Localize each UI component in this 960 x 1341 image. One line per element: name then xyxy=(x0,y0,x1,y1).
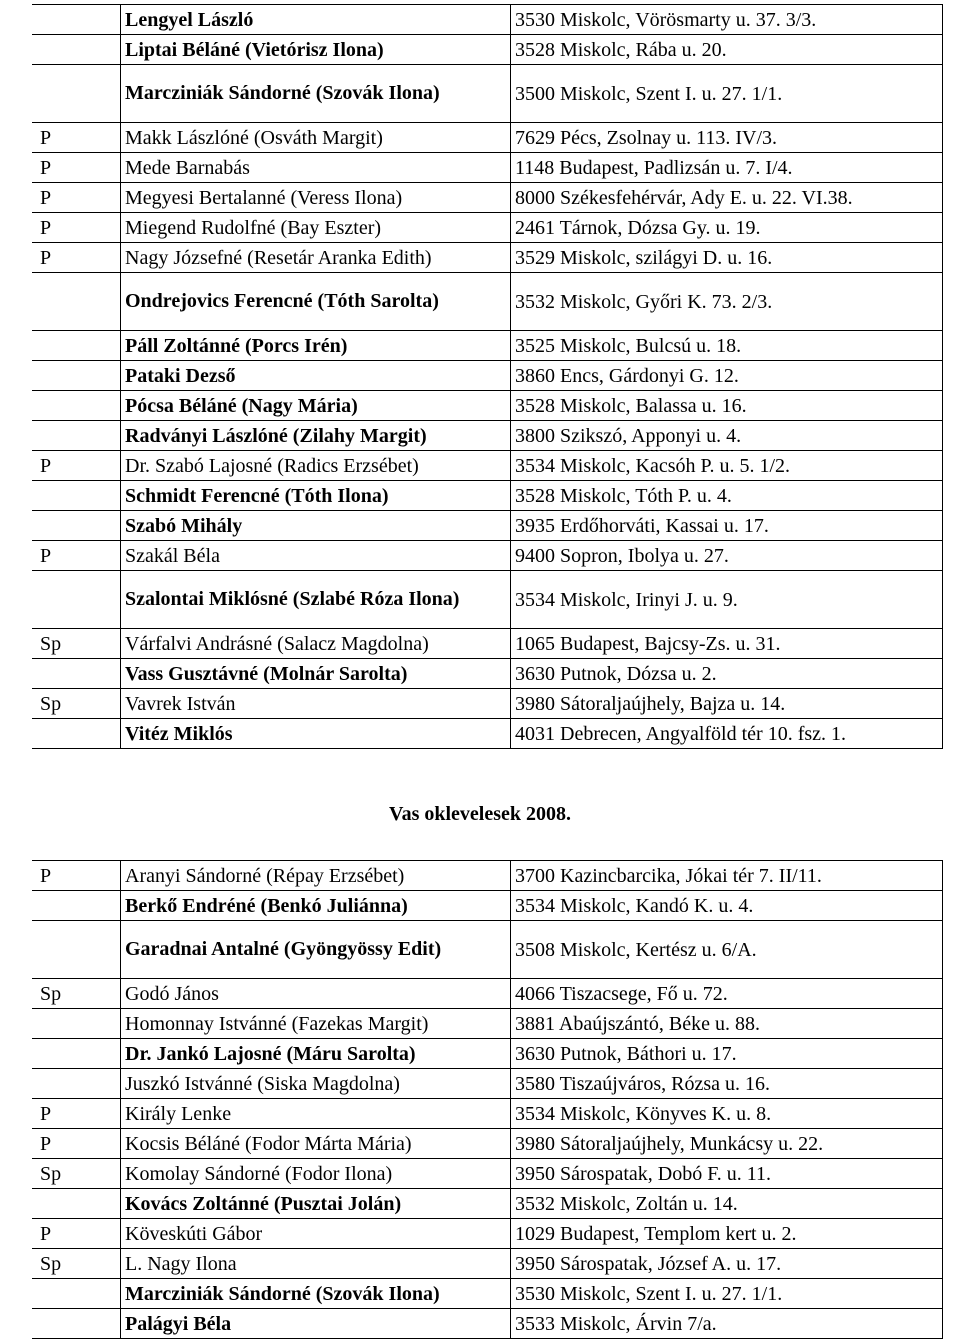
person-address: 3980 Sátoraljaújhely, Bajza u. 14. xyxy=(511,689,943,719)
person-name: Páll Zoltánné (Porcs Irén) xyxy=(121,331,511,361)
status-tag xyxy=(32,511,121,541)
person-name: Palágyi Béla xyxy=(121,1309,511,1339)
status-tag: Sp xyxy=(32,1159,121,1189)
person-name: Szabó Mihály xyxy=(121,511,511,541)
table-row xyxy=(32,629,943,659)
status-tag xyxy=(32,1009,121,1039)
status-tag: P xyxy=(32,1099,121,1129)
table-row xyxy=(32,123,943,153)
status-tag: Sp xyxy=(32,979,121,1009)
table-row xyxy=(32,153,943,183)
person-name: Szalontai Miklósné (Szlabé Róza Ilona) xyxy=(121,571,511,629)
table-row xyxy=(32,35,943,65)
person-address: 3532 Miskolc, Győri K. 73. 2/3. xyxy=(511,273,943,331)
person-address: 1029 Budapest, Templom kert u. 2. xyxy=(511,1219,943,1249)
person-address: 3530 Miskolc, Vörösmarty u. 37. 3/3. xyxy=(511,5,943,35)
table-row xyxy=(32,719,943,749)
status-tag: P xyxy=(32,213,121,243)
table-row xyxy=(32,1129,943,1159)
status-tag: Sp xyxy=(32,689,121,719)
person-name: Király Lenke xyxy=(121,1099,511,1129)
person-address: 3700 Kazincbarcika, Jókai tér 7. II/11. xyxy=(511,861,943,891)
table-row xyxy=(32,1189,943,1219)
table-row xyxy=(32,1219,943,1249)
person-name: L. Nagy Ilona xyxy=(121,1249,511,1279)
person-address: 1065 Budapest, Bajcsy-Zs. u. 31. xyxy=(511,629,943,659)
person-address: 3580 Tiszaújváros, Rózsa u. 16. xyxy=(511,1069,943,1099)
person-name: Vitéz Miklós xyxy=(121,719,511,749)
table-row xyxy=(32,183,943,213)
table-row xyxy=(32,421,943,451)
table-row xyxy=(32,921,943,979)
person-name: Kovács Zoltánné (Pusztai Jolán) xyxy=(121,1189,511,1219)
person-address: 3533 Miskolc, Árvin 7/a. xyxy=(511,1309,943,1339)
person-address: 3534 Miskolc, Kandó K. u. 4. xyxy=(511,891,943,921)
person-name: Köveskúti Gábor xyxy=(121,1219,511,1249)
person-name: Szakál Béla xyxy=(121,541,511,571)
table-row xyxy=(32,1039,943,1069)
person-address: 3534 Miskolc, Kacsóh P. u. 5. 1/2. xyxy=(511,451,943,481)
status-tag xyxy=(32,1069,121,1099)
status-tag: P xyxy=(32,183,121,213)
table-row xyxy=(32,1279,943,1309)
person-address: 3534 Miskolc, Irinyi J. u. 9. xyxy=(511,571,943,629)
table-row xyxy=(32,65,943,123)
table-row xyxy=(32,391,943,421)
status-tag: P xyxy=(32,451,121,481)
person-address: 3630 Putnok, Dózsa u. 2. xyxy=(511,659,943,689)
person-address: 3534 Miskolc, Könyves K. u. 8. xyxy=(511,1099,943,1129)
status-tag: P xyxy=(32,1219,121,1249)
status-tag: P xyxy=(32,153,121,183)
table-body xyxy=(32,5,943,749)
table-row xyxy=(32,1309,943,1339)
person-name: Homonnay Istvánné (Fazekas Margit) xyxy=(121,1009,511,1039)
person-address: 3980 Sátoraljaújhely, Munkácsy u. 22. xyxy=(511,1129,943,1159)
person-name: Marcziniák Sándorné (Szovák Ilona) xyxy=(121,65,511,123)
table-row xyxy=(32,1159,943,1189)
person-address: 3508 Miskolc, Kertész u. 6/A. xyxy=(511,921,943,979)
person-name: Aranyi Sándorné (Répay Erzsébet) xyxy=(121,861,511,891)
person-address: 3881 Abaújszántó, Béke u. 88. xyxy=(511,1009,943,1039)
status-tag: P xyxy=(32,861,121,891)
status-tag: Sp xyxy=(32,1249,121,1279)
person-address: 3950 Sárospatak, Dobó F. u. 11. xyxy=(511,1159,943,1189)
table-row xyxy=(32,451,943,481)
table-row xyxy=(32,541,943,571)
status-tag xyxy=(32,1189,121,1219)
section-title: Vas oklevelesek 2008. xyxy=(388,803,572,825)
table-row xyxy=(32,1249,943,1279)
person-address: 8000 Székesfehérvár, Ady E. u. 22. VI.38. xyxy=(511,183,943,213)
graduates-table-iron-2008 xyxy=(32,860,943,1339)
person-address: 3860 Encs, Gárdonyi G. 12. xyxy=(511,361,943,391)
status-tag: P xyxy=(32,1129,121,1159)
status-tag xyxy=(32,571,121,629)
person-address: 3528 Miskolc, Tóth P. u. 4. xyxy=(511,481,943,511)
person-name: Liptai Béláné (Vietórisz Ilona) xyxy=(121,35,511,65)
status-tag xyxy=(32,891,121,921)
status-tag xyxy=(32,1309,121,1339)
status-tag xyxy=(32,1279,121,1309)
person-name: Megyesi Bertalanné (Veress Ilona) xyxy=(121,183,511,213)
person-address: 2461 Tárnok, Dózsa Gy. u. 19. xyxy=(511,213,943,243)
person-address: 3530 Miskolc, Szent I. u. 27. 1/1. xyxy=(511,1279,943,1309)
person-name: Pócsa Béláné (Nagy Mária) xyxy=(121,391,511,421)
table-row xyxy=(32,5,943,35)
person-name: Garadnai Antalné (Gyöngyössy Edit) xyxy=(121,921,511,979)
status-tag xyxy=(32,273,121,331)
person-name: Kocsis Béláné (Fodor Márta Mária) xyxy=(121,1129,511,1159)
person-address: 3525 Miskolc, Bulcsú u. 18. xyxy=(511,331,943,361)
table-row xyxy=(32,689,943,719)
person-address: 3532 Miskolc, Zoltán u. 14. xyxy=(511,1189,943,1219)
table-row xyxy=(32,891,943,921)
table-row xyxy=(32,861,943,891)
status-tag xyxy=(32,65,121,123)
status-tag xyxy=(32,5,121,35)
person-name: Makk Lászlóné (Osváth Margit) xyxy=(121,123,511,153)
person-name: Dr. Szabó Lajosné (Radics Erzsébet) xyxy=(121,451,511,481)
person-name: Radványi Lászlóné (Zilahy Margit) xyxy=(121,421,511,451)
person-address: 3950 Sárospatak, József A. u. 17. xyxy=(511,1249,943,1279)
person-address: 9400 Sopron, Ibolya u. 27. xyxy=(511,541,943,571)
table-row xyxy=(32,243,943,273)
person-name: Pataki Dezső xyxy=(121,361,511,391)
person-address: 3529 Miskolc, szilágyi D. u. 16. xyxy=(511,243,943,273)
status-tag xyxy=(32,481,121,511)
status-tag xyxy=(32,35,121,65)
table-row xyxy=(32,273,943,331)
person-name: Komolay Sándorné (Fodor Ilona) xyxy=(121,1159,511,1189)
status-tag xyxy=(32,421,121,451)
person-address: 3528 Miskolc, Balassa u. 16. xyxy=(511,391,943,421)
person-name: Dr. Jankó Lajosné (Máru Sarolta) xyxy=(121,1039,511,1069)
person-name: Vass Gusztávné (Molnár Sarolta) xyxy=(121,659,511,689)
person-name: Mede Barnabás xyxy=(121,153,511,183)
status-tag: P xyxy=(32,243,121,273)
status-tag: P xyxy=(32,541,121,571)
status-tag xyxy=(32,1039,121,1069)
status-tag xyxy=(32,719,121,749)
table-row xyxy=(32,331,943,361)
status-tag xyxy=(32,331,121,361)
person-name: Lengyel László xyxy=(121,5,511,35)
status-tag xyxy=(32,391,121,421)
person-address: 3800 Szikszó, Apponyi u. 4. xyxy=(511,421,943,451)
person-address: 4066 Tiszacsege, Fő u. 72. xyxy=(511,979,943,1009)
person-name: Nagy Józsefné (Resetár Aranka Edith) xyxy=(121,243,511,273)
status-tag xyxy=(32,361,121,391)
person-name: Miegend Rudolfné (Bay Eszter) xyxy=(121,213,511,243)
table-row xyxy=(32,213,943,243)
person-address: 1148 Budapest, Padlizsán u. 7. I/4. xyxy=(511,153,943,183)
table-row xyxy=(32,1099,943,1129)
table-body xyxy=(32,861,943,1339)
person-name: Juszkó Istvánné (Siska Magdolna) xyxy=(121,1069,511,1099)
table-row xyxy=(32,361,943,391)
person-name: Vavrek István xyxy=(121,689,511,719)
person-name: Marcziniák Sándorné (Szovák Ilona) xyxy=(121,1279,511,1309)
table-row xyxy=(32,979,943,1009)
person-name: Várfalvi Andrásné (Salacz Magdolna) xyxy=(121,629,511,659)
status-tag xyxy=(32,921,121,979)
table-row xyxy=(32,1069,943,1099)
table-row xyxy=(32,511,943,541)
person-address: 4031 Debrecen, Angyalföld tér 10. fsz. 1. xyxy=(511,719,943,749)
table-row xyxy=(32,1009,943,1039)
person-name: Berkő Endréné (Benkó Juliánna) xyxy=(121,891,511,921)
person-address: 7629 Pécs, Zsolnay u. 113. IV/3. xyxy=(511,123,943,153)
person-address: 3630 Putnok, Báthori u. 17. xyxy=(511,1039,943,1069)
graduates-table-top xyxy=(32,4,943,749)
person-address: 3500 Miskolc, Szent I. u. 27. 1/1. xyxy=(511,65,943,123)
status-tag: Sp xyxy=(32,629,121,659)
table-row xyxy=(32,481,943,511)
status-tag xyxy=(32,659,121,689)
status-tag: P xyxy=(32,123,121,153)
person-address: 3528 Miskolc, Rába u. 20. xyxy=(511,35,943,65)
table-row xyxy=(32,571,943,629)
person-name: Schmidt Ferencné (Tóth Ilona) xyxy=(121,481,511,511)
person-address: 3935 Erdőhorváti, Kassai u. 17. xyxy=(511,511,943,541)
person-name: Godó János xyxy=(121,979,511,1009)
table-row xyxy=(32,659,943,689)
person-name: Ondrejovics Ferencné (Tóth Sarolta) xyxy=(121,273,511,331)
